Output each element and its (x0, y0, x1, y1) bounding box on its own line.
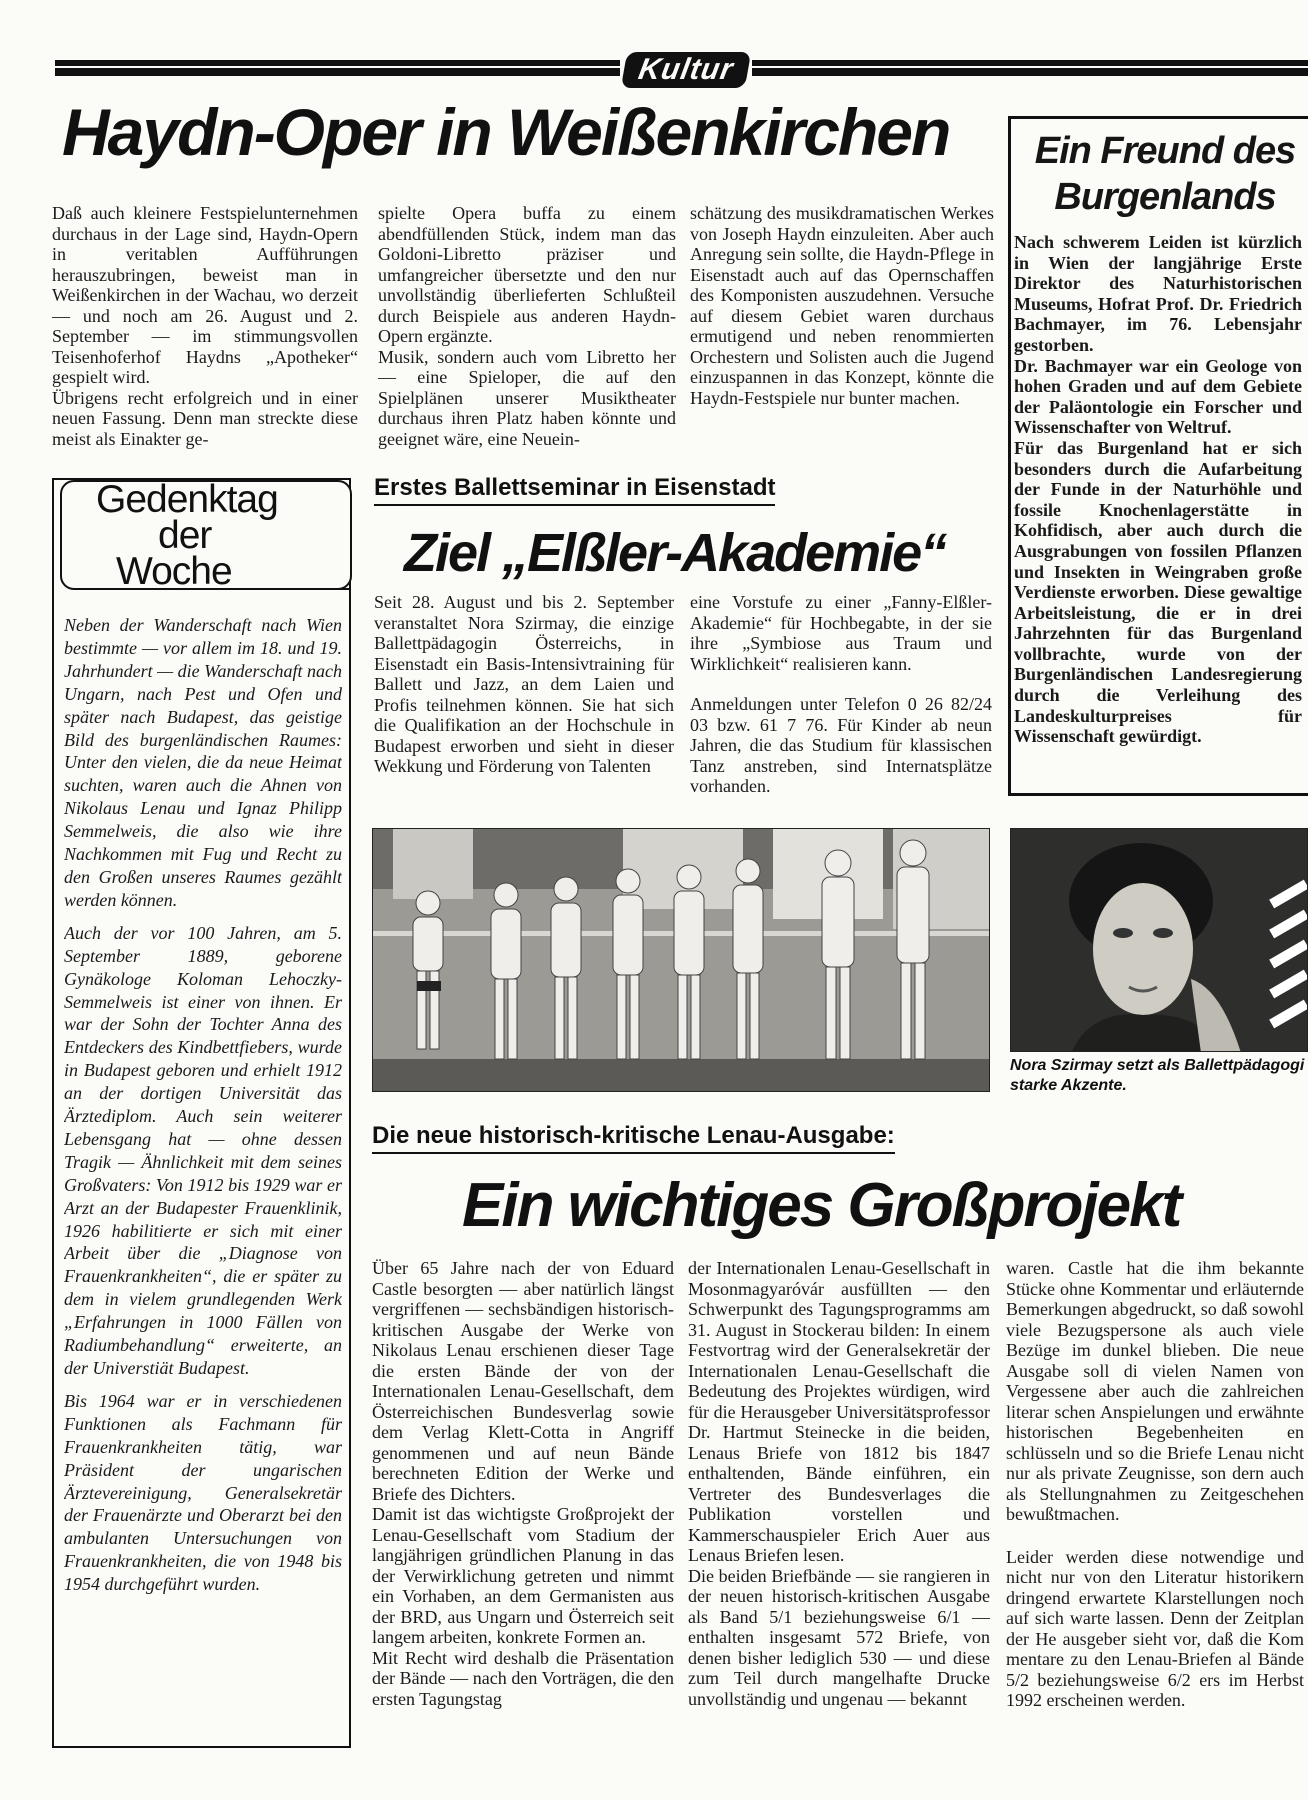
ballet-class-image (373, 829, 990, 1092)
lenau-column-2 (688, 1258, 990, 1786)
paragraph: Bis 1964 war er in verschiedenen Funktionen als Fachmann für Frauenkrankheiten tätig, war Präsident der ungarischen Ärztevereinigung, Generalsekretär der Frauenärzte und Oberarzt bei den ambulanten Untersuchungen von Frauenkrankheiten, die von 1948 bis 1954 durchgeführt wurden. (64, 1390, 342, 1595)
portrait-caption (1010, 1056, 1308, 1096)
gedenktag-title-line: Woche (116, 550, 232, 593)
caption-line: starke Akzente. (1010, 1077, 1127, 1094)
obituary-title: Ein Freund des Burgenlands (1034, 130, 1296, 218)
paragraph: Seit 28. August und bis 2. September veranstaltet Nora Szirmay, die einzige Ballettpädagogin Österreichs, in Eisenstadt ein Basis-Intensivtraining für Ballett und Jazz, an dem Laien und Profis teilnehmen können. Sie hat sich die Qualifikation an der Hochschule in Budapest erworben und sieht in dieser Wekkung und Förderung von Talenten (374, 592, 674, 776)
lenau-kicker: Die neue historisch-kritische Lenau-Ausgabe: (372, 1122, 895, 1154)
gedenktag-title-line: der (158, 514, 212, 557)
haydn-headline: Haydn-Oper in Weißenkirchen (62, 95, 950, 169)
paragraph: Dr. Bachmayer war ein Geologe von hohen Graden und auf dem Gebiete der Paläontologie ein Forscher und Wissenschafter von Weltruf. (1014, 355, 1302, 438)
ballett-column-1 (374, 592, 674, 804)
paragraph: Anmeldungen unter Telefon 0 26 82/24 03 bzw. 61 7 76. Für Kinder ab neun Jahren, die das Studium für klassischen Tanz anstreben, sind Internatsplätze vorhanden. (690, 694, 992, 796)
paragraph: schätzung des musikdramatischen Werkes von Joseph Haydn einzuleiten. Aber auch Anregung sein sollte, die Haydn-Pflege in Eisenstadt auch auf das Opernschaffen des Komponisten auszudehnen. Versuche auf diesem Gebiet waren durchaus ermutigend und neben renommierten Orchestern und Solisten auch die Jugend einzuspannen in das Konzept, könnte die Haydn-Festspiele nur bunter machen. (690, 203, 994, 408)
section-label: Kultur (621, 52, 751, 88)
paragraph: Neben der Wanderschaft nach Wien bestimmte — vor allem im 18. und 19. Jahrhundert — die Wanderschaft nach Ungarn, nach Pest und Ofen und später nach Budapest, das geistige Bild des burgenländischen Raumes: Unter den vielen, die da neue Heimat suchten, waren auch die Ahnen von Nikolaus Lenau und Ignaz Philipp Semmelweis, die also wie ihre Nachkommen mit Fug und Recht zu den Großen unseres Raumes gezählt werden können. (64, 615, 342, 910)
paragraph: Für das Burgenland hat er sich besonders durch die Aufarbeitung der Funde in der Naturhöhle und fossile Knochenlagerstätte in Kohfidisch, aber auch durch die Ausgrabungen von fossilen Pflanzen und Insekten in Weingraben große Verdienste erworben. Diese gewaltige Arbeitsleistung, die er in drei Jahrzehnten für das Burgenland vollbrachte, wurde von der Burgenländischen Landesregierung durch die Verleihung des Landeskulturpreises für Wissenschaft gewürdigt. (1014, 437, 1302, 747)
gedenktag-title-line: Gedenktag (96, 478, 278, 521)
ballett-column-2 (690, 592, 992, 804)
caption-line: Nora Szirmay setzt als Ballettpädagogi (1010, 1057, 1305, 1074)
paragraph: spielte Opera buffa zu einem abendfüllenden Stück, indem man das Goldoni-Libretto präziser und umfangreicher übersetzte und den nur unvollständig überlieferten Schlußteil durch Beispiele aus anderen Haydn-Opern ergänzte. (378, 203, 676, 346)
section-rule-left (55, 60, 620, 76)
portrait-image (1011, 829, 1308, 1052)
ballett-headline: Ziel „Elßler-Akademie“ (404, 523, 946, 583)
paragraph: Mit Recht wird deshalb die Präsentation der Bände — nach den Vorträgen, die den ersten Tagungstag (372, 1647, 674, 1709)
portrait-photo (1010, 828, 1308, 1052)
paragraph: Die beiden Briefbände — sie rangieren in der neuen historisch-kritischen Ausgabe als Band 5/1 beziehungsweise 6/1 — enthalten insgesamt 572 Briefe, von denen bisher lediglich 530 — und diese zum Teil durch mangelhafte Drucke unvollständig und ungenau — bekannt (688, 1565, 990, 1709)
paragraph: Übrigens recht erfolgreich und in einer neuen Fassung. Denn man streckte diese meist als Einakter ge- (52, 387, 358, 449)
lenau-headline: Ein wichtiges Großprojekt (462, 1171, 1181, 1240)
section-rule-right (752, 60, 1308, 76)
paragraph: Nach schwerem Leiden ist kürzlich in Wien der langjährige Erste Direktor des Naturhistorischen Museums, Hofrat Prof. Dr. Friedrich Bachmayer, im 76. Lebensjahr gestorben. (1014, 232, 1302, 355)
obituary-text (1014, 232, 1302, 792)
paragraph: waren. Castle hat die ihm bekannte Stücke ohne Kommentar und erläuternde Bemerkungen abgedruckt, so daß sowohl viele Bezugspersone als auch viele Bezüge im dunkel blieben. Die neue Ausgabe soll di vielen Namen von Vergessene aber auch die zahlreichen literar schen Anspielungen und erwähnte historischen Begebenheiten en schlüsseln und so die Briefe Lenau nicht nur als private Zeugnisse, son dern auch als Stellungnahmen zu Zeitgeschehen bewußtmachen. (1006, 1258, 1304, 1524)
gedenktag-title (96, 478, 278, 593)
ballet-class-photo (372, 828, 990, 1092)
haydn-column-1 (52, 203, 358, 451)
lenau-column-3 (1006, 1258, 1304, 1786)
gedenktag-rule (246, 588, 350, 590)
paragraph: Auch der vor 100 Jahren, am 5. September 1889, geborene Gynäkologe Koloman Lehoczky-Semmelweis ist einer von ihnen. Er war der Sohn der Tochter Anna des Entdeckers des Kindbettfiebers, wurde in Budapest geboren und erhielt 1912 an der dortigen Universität das Ärztediplom. Auch sein weiterer Lebensgang hat — ohne dessen Tragik — Ähnlichkeit mit dem seines Großvaters: Von 1912 bis 1929 war er Arzt an der Budapester Frauenklinik, 1926 habilitierte er sich mit einer Arbeit über die „Diagnose von Frauenkrankheiten“, die er später zu dem in vielem grundlegenden Werk „Erfahrungen in 1000 Fällen von Radiumbehandlung“ erweiterte, an der Universtiät Budapest. (64, 922, 342, 1378)
paragraph: eine Vorstufe zu einer „Fanny-Elßler-Akademie“ für Hochbegabte, in der sie ihre „Symbiose aus Traum und Wirklichkeit“ realisieren kann. (690, 592, 992, 674)
paragraph: Leider werden diese notwendige und nicht nur von den Literatur historikern dringend erwartete Klarstellungen noch auf sich warte lassen. Denn der Zeitplan der He ausgeber sieht vor, daß die Kom mentare zu den Lenau-Briefen al Bände 5/2 beziehungsweise 6/2 ers im Herbst 1992 erscheinen werden. (1006, 1546, 1304, 1710)
gedenktag-text (64, 614, 342, 1734)
paragraph: Daß auch kleinere Festspielunternehmen durchaus in der Lage sind, Haydn-Opern in veritablen Aufführungen herauszubringen, beweist man in Weißenkirchen in der Wachau, wo derzeit — und noch am 26. August und 2. September — im stimmungsvollen Teisenhoferhof Haydns „Apotheker“ gespielt wird. (52, 203, 358, 387)
lenau-column-1 (372, 1258, 674, 1786)
paragraph: der Internationalen Lenau-Gesellschaft in Mosonmagyaróvár ausfüllten — den Schwerpunkt des Tagungsprogramms am 31. August in Stockerau bilden: In einem Festvortrag wird der Generalsekretär der Internationalen Lenau-Gesellschaft die Bedeutung des Projektes würdigen, wird für die Herausgeber Universitätsprofessor Dr. Hartmut Steinecke in die beiden, Lenaus Briefe von 1812 bis 1847 enthaltenden, Bände einführen, ein Vertreter des Bundesverlages die Publikation vorstellen und Kammerschauspieler Erich Auer aus Lenaus Briefen lesen. (688, 1258, 990, 1565)
haydn-column-2 (378, 203, 676, 451)
paragraph: Damit ist das wichtigste Großprojekt der Lenau-Gesellschaft vom Stadium der langjährigen gründlichen Planung in das der Verwirklichung getreten und nimmt ein Vorhaben, an dem Germanisten aus der BRD, aus Ungarn und Österreich seit langem arbeiten, konkrete Formen an. (372, 1504, 674, 1647)
paragraph: Über 65 Jahre nach der von Eduard Castle besorgten — aber natürlich längst vergriffenen — sechsbändigen historisch-kritischen Ausgabe der Werke von Nikolaus Lenau erschienen dieser Tage die ersten Bände der von der Internationalen Lenau-Gesellschaft, dem Österreichischen Bundesverlag sowie dem Verlag Klett-Cotta in Angriff genommenen und auf neun Bände berechneten Edition der Werke und Briefe des Dichters. (372, 1258, 674, 1504)
paragraph: Musik, sondern auch vom Libretto her — eine Spieloper, die auf den Spielplänen unserer Musiktheater durchaus ihren Platz haben könnte und geeignet wäre, eine Neuein- (378, 346, 676, 449)
ballett-kicker: Erstes Ballettseminar in Eisenstadt (374, 474, 775, 506)
haydn-column-3 (690, 203, 994, 451)
